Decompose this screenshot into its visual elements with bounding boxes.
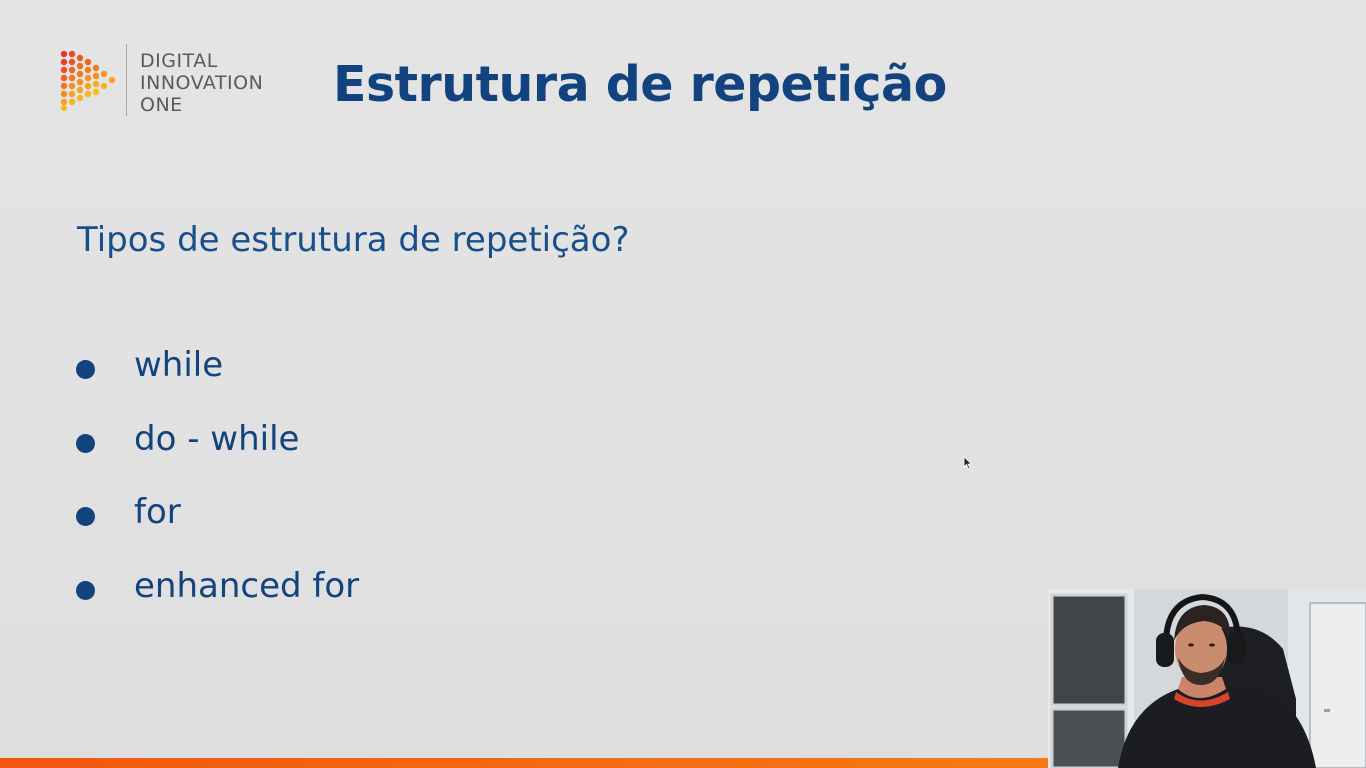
slide-title: Estrutura de repetição [333,56,947,113]
bullet-dot-icon [76,434,95,453]
bullet-label: enhanced for [134,565,360,606]
bullet-dot-icon [76,581,95,600]
bullet-dot-icon [76,360,95,379]
bullet-label: for [134,492,181,532]
bullet-label: do - while [134,418,300,459]
logo-line-3: ONE [140,94,183,116]
bottom-accent-bar [0,758,1048,768]
play-dots-logo-icon [58,48,118,112]
bullet-label: while [134,345,224,385]
logo-wordmark [140,50,263,116]
logo-divider [126,44,127,116]
logo-line-2: INNOVATION [140,72,264,94]
logo-line-1: DIGITAL [140,50,218,72]
bullet-dot-icon [76,507,95,526]
slide-subtitle: Tipos de estrutura de repetição? [77,220,630,260]
webcam-presenter [1048,589,1366,768]
mouse-cursor-icon [963,456,973,470]
